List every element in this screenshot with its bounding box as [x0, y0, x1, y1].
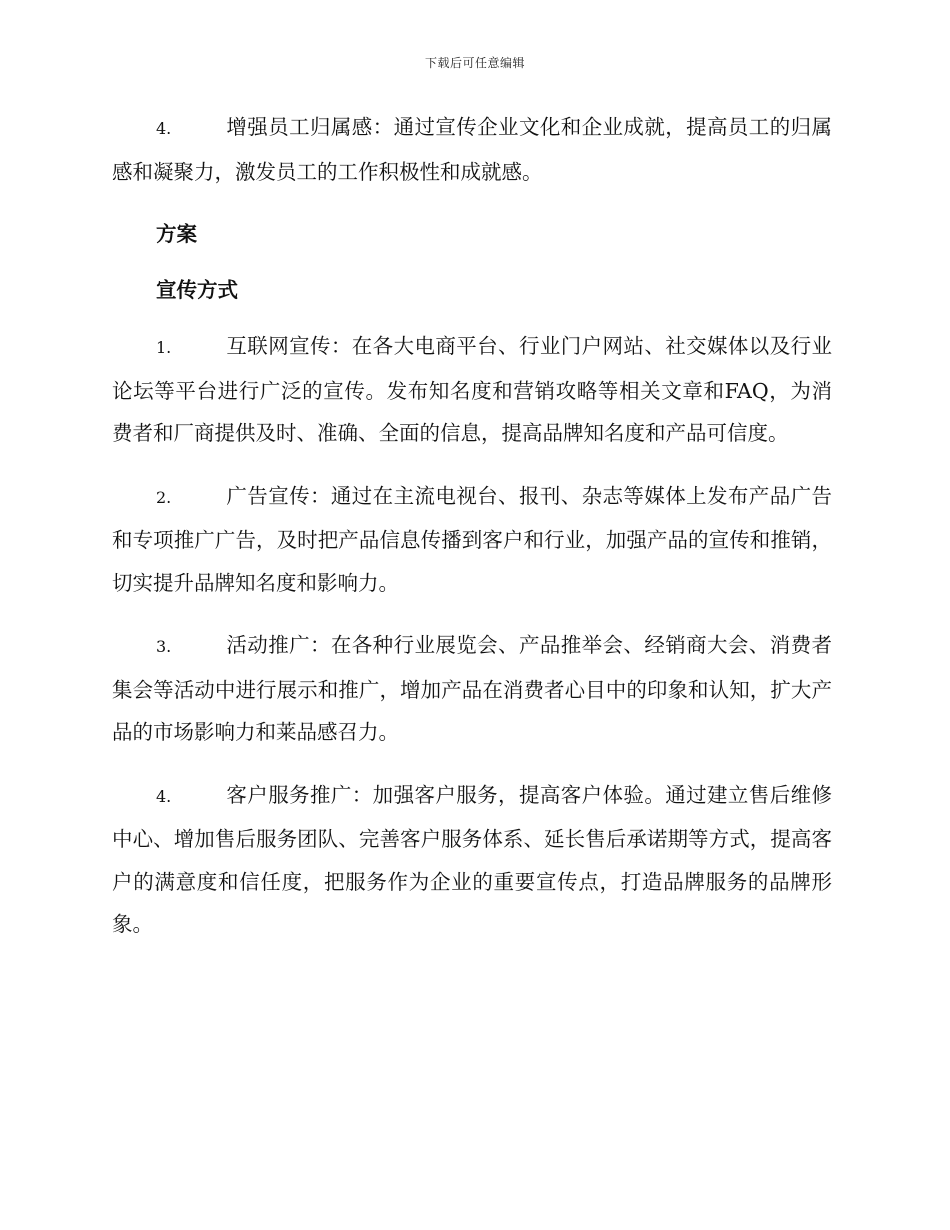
list-item-2-advertising: [112, 475, 832, 605]
list-item-text: 活动推广：在各种行业展览会、产品推举会、经销商大会、消费者集会等活动中进行展示和推广，增加产品在消费者心目中的印象和认知，扩大产品的市场影响力和莱品感召力。: [112, 633, 832, 744]
list-item-4-belonging: [112, 106, 832, 193]
list-item-number: 1.: [156, 338, 172, 357]
list-item-3-events: [112, 624, 832, 754]
list-item-4-customer-service: [112, 774, 832, 946]
list-item-text: 广告宣传：通过在主流电视台、报刊、杂志等媒体上发布产品广告和专项推广广告，及时把产品信息传播到客户和行业，加强产品的宣传和推销，切实提升品牌知名度和影响力。: [112, 483, 832, 595]
document-body: [112, 106, 832, 966]
list-item-number: 3.: [156, 637, 172, 656]
section-heading-plan: 方案: [156, 222, 197, 246]
page-header: 下载后可任意编辑: [424, 56, 525, 70]
list-item-number: 4.: [156, 119, 172, 138]
list-item-text: 客户服务推广：加强客户服务，提高客户体验。通过建立售后维修中心、增加售后服务团队、完善客户服务体系、延长售后承诺期等方式，提高客户的满意度和信任度，把服务作为企业的重要宣传点，打造品牌服务的品牌形象。: [112, 782, 832, 936]
section-heading-promotion-methods: 宣传方式: [156, 278, 238, 302]
list-item-1-internet: [112, 325, 832, 455]
list-item-text: 增强员工归属感：通过宣传企业文化和企业成就，提高员工的归属感和凝聚力，激发员工的工作积极性和成就感。: [112, 115, 832, 184]
list-item-number: 2.: [156, 487, 172, 507]
list-item-number: 4.: [156, 786, 172, 806]
list-item-text: 互联网宣传：在各大电商平台、行业门户网站、社交媒体以及行业论坛等平台进行广泛的宣传。发布知名度和营销攻略等相关文章和FAQ，为消费者和厂商提供及时、准确、全面的信息，提高品牌知名度和产品可信度。: [112, 334, 832, 445]
